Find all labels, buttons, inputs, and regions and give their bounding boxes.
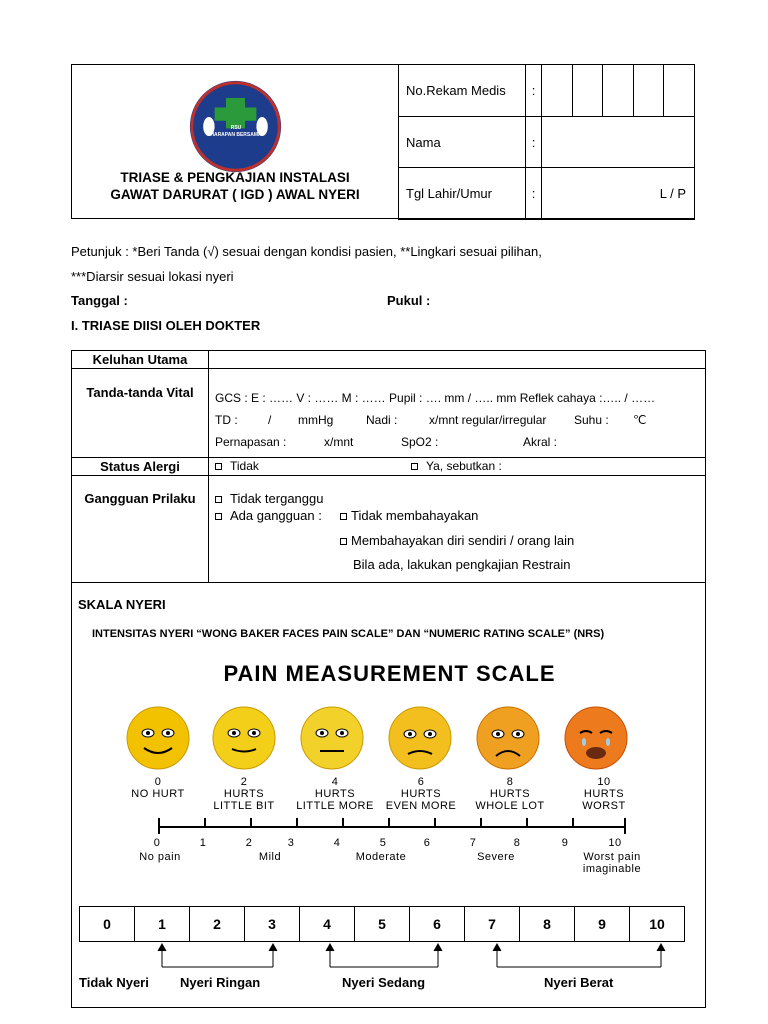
alergi-tidak-option[interactable]: [215, 459, 259, 473]
face-2-icon: [213, 707, 275, 769]
face-0-num: 0: [154, 776, 162, 788]
gangguan-opt2a-option[interactable]: [340, 508, 478, 523]
alergi-ya-label: Ya, sebutkan :: [426, 459, 502, 473]
vital-spo2: SpO2 :: [401, 435, 439, 449]
face-4-line1: HURTS: [314, 788, 356, 800]
vital-celsius: ℃: [633, 413, 647, 427]
rekam-medis-box-3[interactable]: [603, 65, 634, 117]
face-6-line1: HURTS: [400, 788, 442, 800]
face-8-num: 8: [506, 776, 514, 788]
vital-mmhg: mmHg: [298, 413, 334, 427]
tgl-lahir-label: Tgl Lahir/Umur: [399, 168, 526, 220]
nrs-cell-2[interactable]: 2: [190, 907, 245, 942]
face-4-icon: [301, 707, 363, 769]
gangguan-opt1-option[interactable]: [215, 491, 323, 506]
bracket-berat: [493, 944, 665, 967]
face-4-label: [290, 776, 380, 812]
nrs-table: [79, 906, 685, 942]
instruction-line-1: Petunjuk : *Beri Tanda (√) sesuai dengan kondisi pasien, **Lingkari sesuai pilihan,: [71, 244, 542, 259]
nrs-group-ringan: Nyeri Ringan: [180, 975, 261, 990]
nrs-cell-1[interactable]: 1: [135, 907, 190, 942]
tgl-lahir-colon: :: [526, 168, 542, 220]
checkbox-icon[interactable]: [215, 496, 222, 503]
nrs-cell-10[interactable]: 10: [630, 907, 685, 942]
logo-text-rsu: RSU: [230, 125, 242, 131]
pain-faces: [122, 706, 662, 771]
ruler-label-no-pain: No pain: [139, 851, 181, 863]
checkbox-icon[interactable]: [340, 538, 347, 545]
ruler-num-8: 8: [513, 837, 521, 849]
gangguan-opt2-label: Ada gangguan :: [230, 508, 322, 523]
vital-nadi-unit: x/mnt regular/irregular: [429, 413, 547, 427]
face-8-label: [472, 776, 548, 812]
face-2-label: [206, 776, 282, 812]
nrs-group-berat: Nyeri Berat: [544, 975, 614, 990]
face-6-icon: [389, 707, 451, 769]
nrs-cell-9[interactable]: 9: [575, 907, 630, 942]
alergi-ya-option[interactable]: [411, 459, 502, 473]
face-4-line2: LITTLE MORE: [296, 800, 374, 812]
vital-suhu: Suhu :: [574, 413, 609, 427]
checkbox-icon[interactable]: [215, 463, 222, 470]
sex-field[interactable]: L / P: [542, 168, 695, 220]
gangguan-opt2-option[interactable]: [215, 508, 322, 523]
bracket-sedang: [326, 944, 442, 967]
form-title-line1: TRIASE & PENGKAJIAN INSTALASI: [120, 170, 350, 185]
gangguan-note: Bila ada, lakukan pengkajian Restrain: [353, 557, 571, 572]
rekam-medis-box-4[interactable]: [633, 65, 664, 117]
face-10-label: [574, 776, 634, 812]
vital-xmnt: x/mnt: [324, 435, 354, 449]
pain-measurement-title: PAIN MEASUREMENT SCALE: [223, 661, 556, 686]
nrs-cell-4[interactable]: 4: [300, 907, 355, 942]
gangguan-prilaku-label: Gangguan Prilaku: [84, 491, 196, 506]
triage-form: [71, 350, 706, 1008]
nrs-group-tidak-nyeri: Tidak Nyeri: [79, 975, 149, 990]
ruler-label-moderate: Moderate: [355, 851, 407, 863]
ruler-label-worst: [572, 851, 652, 875]
nrs-group-sedang: Nyeri Sedang: [342, 975, 426, 990]
gangguan-opt2b-label: Membahayakan diri sendiri / orang lain: [351, 533, 575, 548]
gangguan-opt2b-option[interactable]: [340, 533, 574, 548]
ruler-num-9: 9: [561, 837, 569, 849]
logo-text-name: HARAPAN BERSAMA: [210, 132, 262, 138]
face-0-line1: NO HURT: [131, 788, 185, 800]
face-8-line1: HURTS: [489, 788, 531, 800]
bracket-ringan: [158, 944, 277, 967]
ruler-num-6: 6: [423, 837, 431, 849]
ruler-num-3: 3: [287, 837, 295, 849]
nama-colon: :: [526, 117, 542, 168]
alergi-tidak-label: Tidak: [230, 459, 259, 473]
face-0-label: [128, 776, 188, 800]
face-6-label: [382, 776, 460, 812]
checkbox-icon[interactable]: [411, 463, 418, 470]
skala-nyeri-title: SKALA NYERI: [78, 597, 166, 612]
ruler-label-worst-2: imaginable: [582, 863, 642, 875]
face-2-line2: LITTLE BIT: [213, 800, 275, 812]
rekam-medis-box-5[interactable]: [664, 65, 695, 117]
form-title-line2: GAWAT DARURAT ( IGD ) AWAL NYERI: [110, 187, 360, 202]
ruler-num-1: 1: [199, 837, 207, 849]
ruler-num-7: 7: [469, 837, 477, 849]
face-2-line1: HURTS: [223, 788, 265, 800]
pukul-label: Pukul :: [387, 293, 431, 308]
form-title: [72, 169, 398, 203]
ruler-num-0: 0: [153, 837, 161, 849]
vital-line-1: GCS : E : …… V : …… M : …… Pupil : …. mm / ….. mm Reflek cahaya :….. / ……: [215, 391, 656, 405]
ruler-num-4: 4: [333, 837, 341, 849]
nrs-cell-8[interactable]: 8: [520, 907, 575, 942]
face-4-num: 4: [331, 776, 339, 788]
face-8-line2: WHOLE LOT: [475, 800, 545, 812]
vital-slash: /: [268, 413, 272, 427]
face-2-num: 2: [240, 776, 248, 788]
ruler-num-5: 5: [379, 837, 387, 849]
rekam-medis-box-1[interactable]: [542, 65, 573, 117]
face-6-num: 6: [417, 776, 425, 788]
header-logo-area: [72, 65, 399, 218]
ruler-num-10: 10: [608, 837, 622, 849]
vital-akral: Akral :: [523, 435, 558, 449]
ruler-num-2: 2: [245, 837, 253, 849]
checkbox-icon[interactable]: [215, 513, 222, 520]
vital-pernapasan: Pernapasan :: [215, 435, 287, 449]
checkbox-icon[interactable]: [340, 513, 347, 520]
face-8-icon: [477, 707, 539, 769]
rekam-medis-colon: :: [526, 65, 542, 117]
keluhan-utama-label: Keluhan Utama: [92, 352, 188, 367]
face-10-num: 10: [597, 776, 611, 788]
ruler-label-severe: Severe: [477, 851, 515, 863]
face-10-line2: WORST: [582, 800, 626, 812]
face-10-icon: [565, 707, 627, 769]
keluhan-utama-field[interactable]: [209, 352, 705, 368]
face-0-icon: [127, 707, 189, 769]
tanggal-label: Tanggal :: [71, 293, 128, 308]
nama-label: Nama: [399, 117, 526, 168]
gangguan-opt1-label: Tidak terganggu: [230, 491, 324, 506]
rekam-medis-box-2[interactable]: [572, 65, 603, 117]
gangguan-opt2a-label: Tidak membahayakan: [351, 508, 479, 523]
rekam-medis-label: No.Rekam Medis: [399, 65, 526, 117]
nrs-cell-0[interactable]: 0: [80, 907, 135, 942]
patient-id-table: [398, 64, 695, 220]
face-10-line1: HURTS: [583, 788, 625, 800]
nrs-cell-6[interactable]: 6: [410, 907, 465, 942]
section-title: I. TRIASE DIISI OLEH DOKTER: [71, 318, 261, 333]
instruction-line-2: ***Diarsir sesuai lokasi nyeri: [71, 269, 234, 284]
nrs-cell-3[interactable]: 3: [245, 907, 300, 942]
vital-nadi: Nadi :: [366, 413, 398, 427]
nama-field[interactable]: [542, 117, 695, 168]
intensitas-subtitle: INTENSITAS NYERI “WONG BAKER FACES PAIN SCALE” DAN “NUMERIC RATING SCALE” (NRS): [92, 628, 605, 640]
ruler-label-mild: Mild: [258, 851, 282, 863]
ruler-label-worst-1: Worst pain: [583, 851, 641, 863]
nrs-cell-7[interactable]: 7: [465, 907, 520, 942]
pain-ruler: [157, 817, 627, 835]
nrs-brackets: [72, 941, 707, 971]
tanda-vital-label: Tanda-tanda Vital: [86, 385, 194, 400]
vital-td: TD :: [215, 413, 238, 427]
nrs-cell-5[interactable]: 5: [355, 907, 410, 942]
face-6-line2: EVEN MORE: [385, 800, 457, 812]
status-alergi-label: Status Alergi: [100, 459, 180, 474]
